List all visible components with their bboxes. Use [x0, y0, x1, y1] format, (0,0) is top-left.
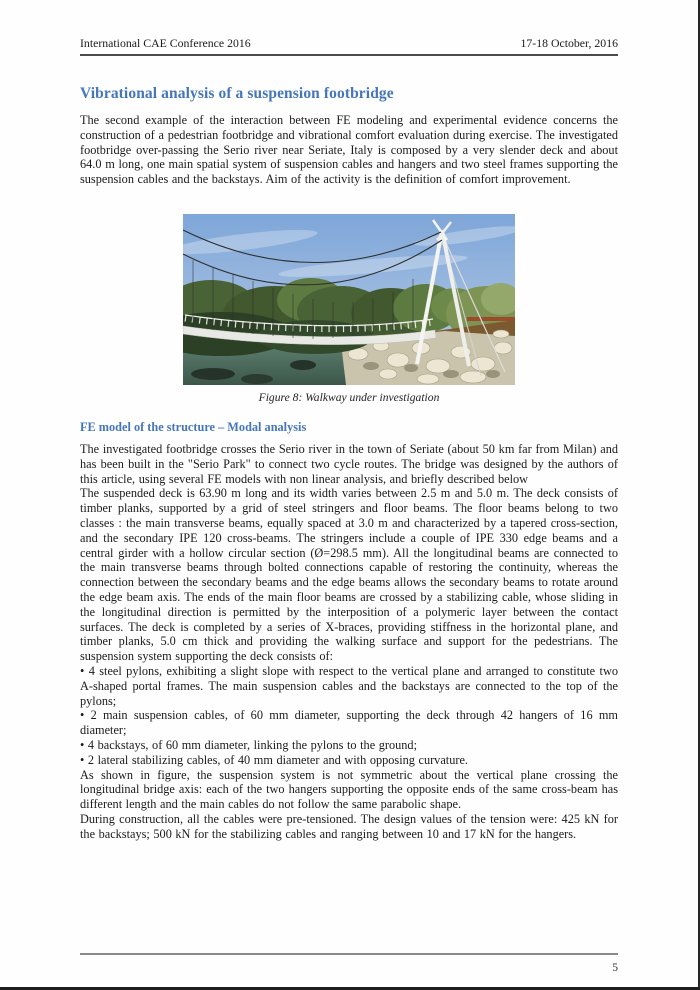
article-title: Vibrational analysis of a suspension footbridge — [80, 85, 394, 102]
body-paragraph: During construction, all the cables were pre-tensioned. The design values of the tension were: 425 kN for the backstays; 500 kN for the stabilizing cables and ranging between 10 and 17 kN for the hangers. — [80, 811, 618, 841]
header-conference-name: International CAE Conference 2016 — [80, 36, 251, 50]
figure-caption: Figure 8: Walkway under investigation — [258, 390, 440, 404]
page-header — [80, 36, 618, 56]
section-heading: FE model of the structure – Modal analysis — [80, 419, 307, 434]
header-date: 17-18 October, 2016 — [520, 36, 618, 50]
body-paragraph: The suspended deck is 63.90 m long and its width varies between 2.5 m and 5.0 m. The deck consists of timber planks, supported by a grid of steel stringers and floor beams. The floor beams belong to two classes : the main transverse beams, equally spaced at 3.0 m and characterized by a tapered cross-section, and the secondary IPE 120 cross-beams. The stringers include a couple of IPE 330 edge beams and a central girder with a hollow circular section (Ø=298.5 mm). All the longitudinal beams are connected to the main transverse beams through bolted connections capable of restoring the continuity, whereas the connection between the secondary beams and the edge beams allows the secondary beams to rotate around the edge beam axis. The ends of the main floor beams are crossed by a stabilizing cable, whose sliding in the longitudinal direction is permitted by the interposition of a polymeric layer between the contact surfaces. The deck is completed by a series of X-braces, providing stiffness in the horizontal plane, and timber planks, 5.0 cm thick and providing the walking surface and support for the pedestrians. The suspension system supporting the deck consists of: — [80, 486, 618, 664]
footer-rule — [80, 953, 618, 955]
bullet-item: • 4 backstays, of 60 mm diameter, linking the pylons to the ground; — [80, 737, 417, 752]
body-paragraph: The investigated footbridge crosses the Serio river in the town of Seriate (about 50 km far from Milan) and has been built in the "Serio Park" to connect two cycle routes. The bridge was designed by the authors of this article, using several FE models with non linear analysis, and briefly described below — [80, 441, 618, 486]
bridge-photo-illustration — [183, 214, 515, 385]
bridge-photo — [183, 214, 515, 385]
bullet-item: • 2 lateral stabilizing cables, of 40 mm diameter and with opposing curvature. — [80, 752, 468, 767]
figure-block — [80, 214, 618, 404]
page-content — [80, 85, 618, 842]
page-number: 5 — [612, 962, 618, 974]
bullet-item: • 4 steel pylons, exhibiting a slight slope with respect to the vertical plane and arranged to constitute two A-shaped portal frames. The main suspension cables and the backstays are connected to the top of the pylons; — [80, 663, 618, 708]
intro-paragraph: The second example of the interaction between FE modeling and experimental evidence concerns the construction of a pedestrian footbridge and vibrational comfort evaluation during exercise. The investigated footbridge over-passing the Serio river near Seriate, Italy is composed by a very slender deck and about 64.0 m long, one main spatial system of suspension cables and hangers and two steel frames supporting the suspension cables and the backstays. Aim of the activity is the definition of comfort improvement. — [80, 113, 618, 187]
body-paragraph: As shown in figure, the suspension system is not symmetric about the vertical plane crossing the longitudinal bridge axis: each of the two hangers supporting the opposite ends of the same cross-beam has different length and the main cables do not follow the same parabolic shape. — [80, 767, 618, 812]
bullet-item: • 2 main suspension cables, of 60 mm diameter, supporting the deck through 42 hangers of 16 mm diameter; — [80, 708, 618, 738]
